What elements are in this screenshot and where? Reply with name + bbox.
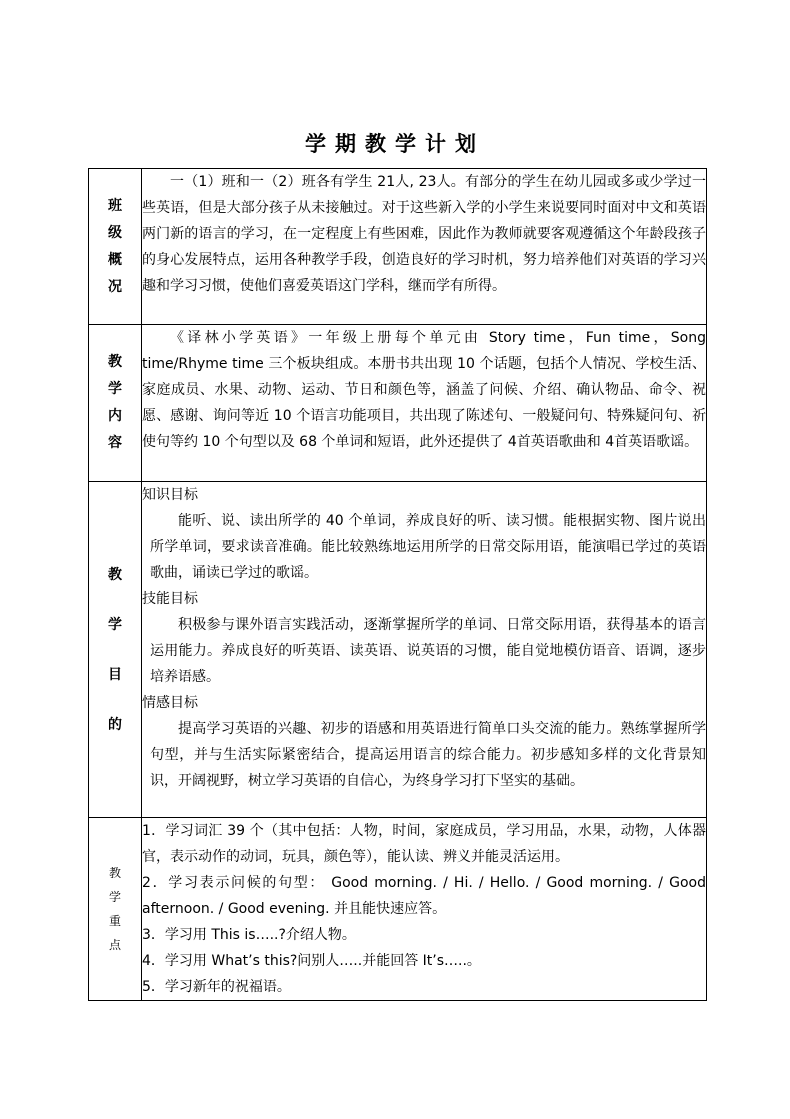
label-teaching-goals xyxy=(89,482,142,818)
label-char: 教 xyxy=(108,354,122,370)
table-row-goals xyxy=(89,482,707,818)
label-char: 学 xyxy=(108,381,122,397)
table-row-content xyxy=(89,325,707,482)
label-teaching-content xyxy=(89,325,142,482)
label-char: 目 xyxy=(108,666,122,683)
label-char: 容 xyxy=(108,435,122,451)
table-row-class xyxy=(89,169,707,325)
label-char: 学 xyxy=(108,616,122,633)
label-char: 班 xyxy=(108,197,122,214)
list-item: 1．学习词汇 39 个（其中包括：人物，时间，家庭成员，学习用品，水果，动物，人体器官，表示动作的动词，玩具，颜色等），能认读、辨义并能灵活运用。 xyxy=(142,823,706,865)
list-item: 3．学习用 This is…..?介绍人物。 xyxy=(142,927,356,943)
list-item: 5．学习新年的祝福语。 xyxy=(142,979,291,995)
skill-goal-heading: 技能目标 xyxy=(142,591,198,607)
label-key-points xyxy=(89,818,142,1001)
label-char: 况 xyxy=(108,278,122,295)
table-row-key-points xyxy=(89,818,707,1001)
label-char: 的 xyxy=(108,716,122,733)
label-char: 教 xyxy=(108,866,121,880)
label-char: 学 xyxy=(108,890,121,904)
page-title: 学期教学计划 xyxy=(305,132,485,156)
plan-table xyxy=(88,168,707,1001)
label-char: 教 xyxy=(108,566,122,583)
key-points-cell xyxy=(142,818,707,1001)
list-item: 4．学习用 What’s this?问别人…..并能回答 It’s…..。 xyxy=(142,953,481,969)
label-class-overview xyxy=(89,169,142,325)
teaching-goals-cell xyxy=(142,482,707,818)
skill-goal-text: 积极参与课外语言实践活动，逐渐掌握所学的单词、日常交际用语，获得基本的语言运用能力。养成良好的听英语、读英语、说英语的习惯，能自觉地模仿语音、语调，逐步培养语感。 xyxy=(150,617,706,685)
label-char: 级 xyxy=(108,224,122,241)
emotion-goal-text: 提高学习英语的兴趣、初步的语感和用英语进行简单口头交流的能力。熟练掌握所学句型，并与生活实际紧密结合，提高运用语言的综合能力。初步感知多样的文化背景知识，开阔视野，树立学习英语的自信心，为终身学习打下坚实的基础。 xyxy=(150,721,706,789)
emotion-goal-heading: 情感目标 xyxy=(142,695,198,711)
label-char: 概 xyxy=(108,251,122,268)
class-overview-cell xyxy=(142,169,707,325)
teaching-content-cell xyxy=(142,325,707,482)
knowledge-goal-heading: 知识目标 xyxy=(142,487,198,503)
label-char: 内 xyxy=(108,408,122,424)
label-char: 重 xyxy=(108,914,121,928)
class-overview-text: 一（1）班和一（2）班各有学生 21人, 23人。有部分的学生在幼儿园或多或少学过一些英语，但是大部分孩子从未接触过。对于这些新入学的小学生来说要同时面对中文和英语两门新的语言的学习，在一定程度上有些困难，因此作为教师就要客观遵循这个年龄段孩子的身心发展特点，运用各种教学手段，创造良好的学习时机，努力培养他们对英语的学习兴趣和学习习惯，使他们喜爱英语这门学科，继而学有所得。 xyxy=(142,174,706,294)
list-item: 2．学习表示问候的句型： Good morning. / Hi. / Hello. / Good morning. / Good afternoon. / Good evening. 并且能快速应答。 xyxy=(142,875,706,917)
label-char: 点 xyxy=(108,938,121,952)
knowledge-goal-text: 能听、说、读出所学的 40 个单词，养成良好的听、读习惯。能根据实物、图片说出所学单词，要求读音准确。能比较熟练地运用所学的日常交际用语，能演唱已学过的英语歌曲，诵读已学过的歌谣。 xyxy=(150,513,706,581)
teaching-content-text: 《译林小学英语》一年级上册每个单元由 Story time，Fun time，Song time/Rhyme time 三个板块组成。本册书共出现 10 个话题，包括个人情况、学校生活、家庭成员、水果、动物、运动、节日和颜色等，涵盖了问候、介绍、确认物品、命令、祝愿、感谢、询问等近 10 个语言功能项目，共出现了陈述句、一般疑问句、特殊疑问句、祈使句等约 10 个句型以及 68 个单词和短语，此外还提供了 4首英语歌曲和 4首英语歌谣。 xyxy=(142,330,706,450)
